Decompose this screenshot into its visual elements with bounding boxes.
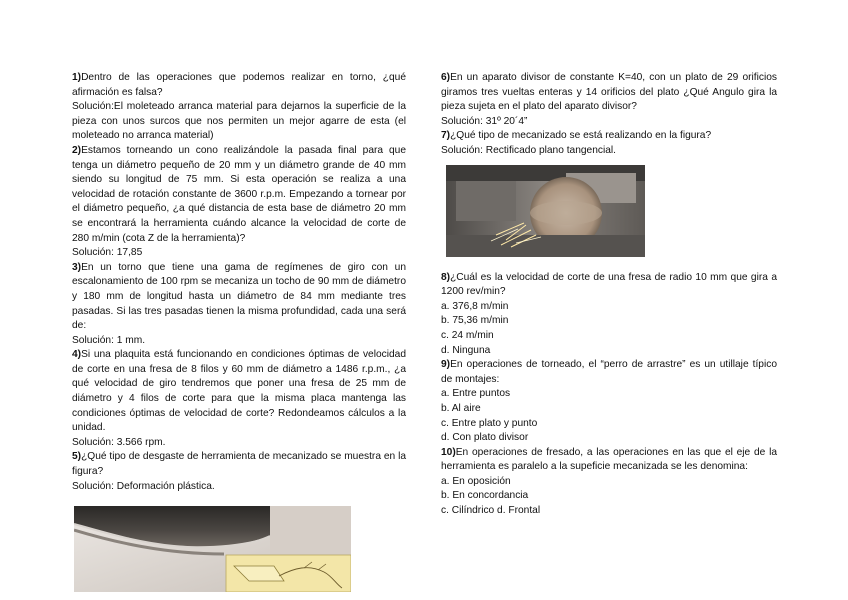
- option-9a: a. Entre puntos: [441, 388, 511, 400]
- question-text: ¿Qué tipo de mecanizado se está realizando en la figura?: [450, 130, 712, 142]
- question-1: [72, 71, 406, 100]
- option-10b: b. En concordancia: [441, 490, 529, 502]
- answer-4: Solución: 3.566 rpm.: [72, 436, 166, 448]
- grinding-photo: [446, 165, 645, 257]
- question-text: Estamos torneando un cono realizándole la pasada final para que tenga un diámetro pequeño de 20 mm y un diámetro grande de 40 mm siendo su longitud de 75 mm. Si esta operación se realiza a una velocidad de rotación constante de 3600 r.p.m. Empezando a tornear por el diámetro pequeño, ¿a qué distancia de esta base de diámetro 20 mm se encontrará la herramienta cuándo alcance la velocidad de corte de 280 m/min (cota Z de la herramienta)?: [72, 144, 406, 244]
- question-text: En operaciones de fresado, a las operaciones en las que el eje de la herramienta es paralelo a la supeficie mecanizada se les denomina:: [441, 446, 777, 473]
- answer-3: Solución: 1 mm.: [72, 334, 146, 346]
- option-9d: d. Con plato divisor: [441, 432, 529, 444]
- option-9b: b. Al aire: [441, 402, 481, 414]
- answer-1: Solución:El moleteado arranca material para dejarnos la superficie de la pieza con unos surcos que nos permiten un mejor agarre de esta (el moleteado no arranca material): [72, 101, 406, 142]
- question-number: 5): [72, 451, 82, 463]
- question-8: [441, 271, 777, 300]
- question-number: 6): [441, 72, 451, 83]
- right-column: [441, 71, 777, 519]
- answer-2: Solución: 17,85: [72, 247, 143, 259]
- question-6: [441, 71, 777, 115]
- question-number: 1): [72, 72, 82, 83]
- option-8a: a. 376,8 m/min: [441, 300, 509, 312]
- question-7: [441, 129, 777, 144]
- answer-5: Solución: Deformación plástica.: [72, 480, 215, 492]
- question-number: 7): [441, 130, 451, 142]
- question-number: 8): [441, 271, 451, 283]
- option-9c: c. Entre plato y punto: [441, 417, 538, 429]
- question-4: [72, 348, 406, 436]
- option-8d: d. Ninguna: [441, 344, 491, 356]
- question-text: Si una plaquita está funcionando en condiciones óptimas de velocidad de corte en una fresa de 8 filos y 60 mm de diámetro a 1486 r.p.m., ¿a qué velocidad de giro tendremos que poner una fresa de 25 mm de diámetro y 4 filos de corte para que la misma placa mantenga las condiciones óptimas de velocidad de corte? Redondeamos cálculos a la unidad.: [72, 349, 406, 434]
- question-number: 3): [72, 261, 82, 273]
- question-text: En un aparato divisor de constante K=40, con un plato de 29 orificios giramos tres vueltas enteras y 14 orificios del plato ¿Qué Angulo gira la pieza sujeta en el plato del aparato divisor?: [441, 72, 777, 113]
- question-number: 4): [72, 349, 82, 361]
- option-8c: c. 24 m/min: [441, 329, 494, 341]
- question-3: [72, 261, 406, 334]
- tool-wear-photo: [74, 506, 351, 592]
- question-text: ¿Cuál es la velocidad de corte de una fresa de radio 10 mm que gira a 1200 rev/min?: [441, 271, 777, 298]
- question-text: ¿Qué tipo de desgaste de herramienta de mecanizado se muestra en la figura?: [72, 451, 406, 478]
- question-text: Dentro de las operaciones que podemos realizar en torno, ¿qué afirmación es falsa?: [72, 72, 406, 98]
- answer-6: Solución: 31º 20´4”: [441, 115, 528, 127]
- left-column: [72, 71, 406, 494]
- question-9: [441, 358, 777, 387]
- question-text: En un torno que tiene una gama de regímenes de giro con un escalonamiento de 100 rpm se mecaniza un tocho de 90 mm de diámetro y 180 mm de longitud hasta un diámetro de 84 mm mediante tres pasadas. Si las tres pasadas tienen la misma profundidad, cada una será de:: [72, 261, 406, 332]
- question-5: [72, 450, 406, 479]
- question-number: 9): [441, 359, 451, 371]
- question-10: [441, 446, 777, 475]
- option-8b: b. 75,36 m/min: [441, 315, 509, 327]
- question-number: 10): [441, 446, 456, 458]
- answer-7: Solución: Rectificado plano tangencial.: [441, 144, 616, 156]
- question-2: [72, 144, 406, 246]
- option-10cd: c. Cilíndrico d. Frontal: [441, 505, 541, 517]
- option-10a: a. En oposición: [441, 475, 511, 487]
- question-number: 2): [72, 144, 82, 156]
- question-text: En operaciones de torneado, el “perro de arrastre” es un utillaje típico de montajes:: [441, 359, 777, 385]
